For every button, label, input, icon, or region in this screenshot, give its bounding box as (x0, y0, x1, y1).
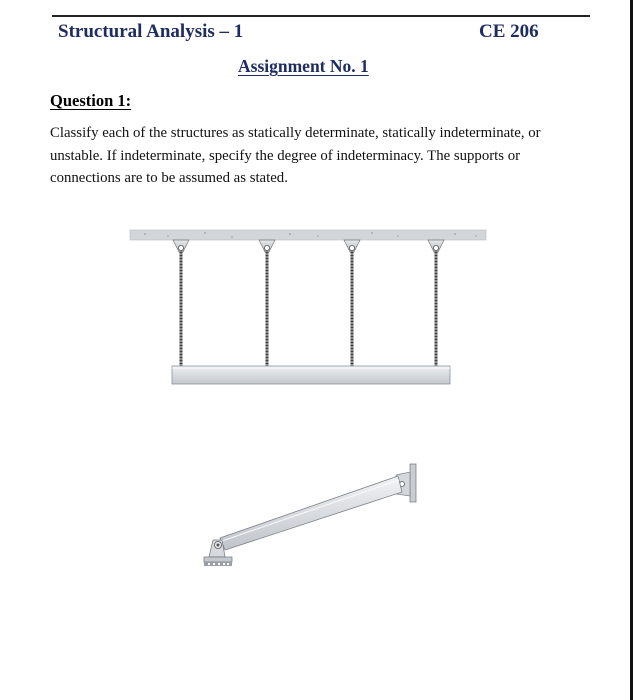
course-code: CE 206 (479, 21, 539, 42)
course-title: Structural Analysis – 1 (58, 21, 244, 42)
wall-plate (410, 464, 416, 502)
question-heading: Question 1: (50, 91, 132, 110)
inclined-member (220, 476, 402, 550)
assignment-title: Assignment No. 1 (238, 56, 369, 76)
question-text: Classify each of the structures as statically determinate, statically indeterminate, or unstable. If indeterminate, specify the degree of indeterminacy. The supports or connections are to be assumed as stated. (50, 125, 541, 186)
